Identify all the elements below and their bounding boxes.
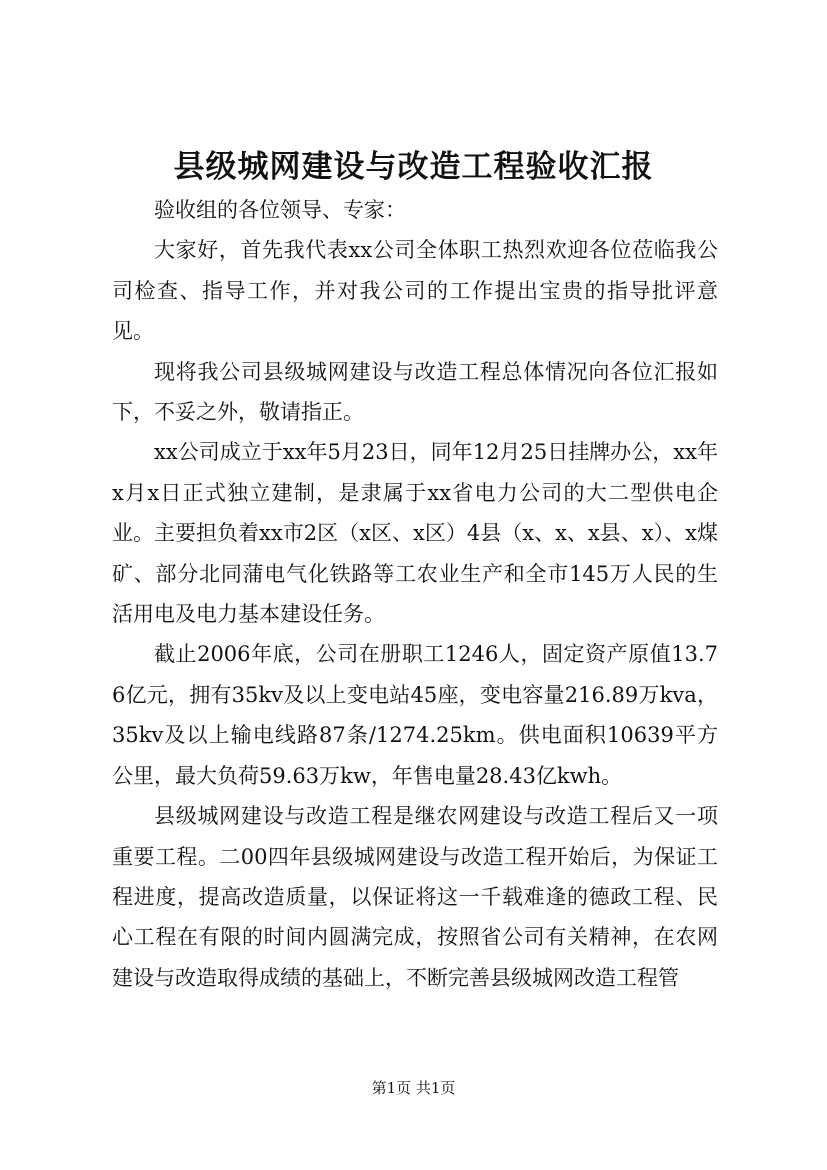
statistics-paragraph: 截止2006年底，公司在册职工1246人，固定资产原值13.76亿元，拥有35kv及以上变电站45座，变电容量216.89万kva，35kv及以上输电线路87条/1274.25km。供电面积10639平方公里，最大负荷59.63万kw，年售电量28.43亿kwh。: [112, 642, 718, 788]
page-footer: 第1页 共1页: [371, 1079, 456, 1097]
company-overview-paragraph: xx公司成立于xx年5月23日，同年12月25日挂牌办公，xx年x月x日正式独立建制，是隶属于xx省电力公司的大二型供电企业。主要担负着xx市2区（x区、x区）4县（x、x、x县、x）、x煤矿、部分北同蒲电气化铁路等工农业生产和全市145万人民的生活用电及电力基本建设任务。: [112, 440, 718, 627]
intro-paragraph: 现将我公司县级城网建设与改造工程总体情况向各位汇报如下，不妥之外，敬请指正。: [112, 359, 718, 425]
salutation-paragraph: 验收组的各位领导、专家：: [154, 198, 406, 222]
document-title: 县级城网建设与改造工程验收汇报: [173, 149, 654, 185]
document-body: [112, 190, 718, 998]
greeting-paragraph: 大家好，首先我代表xx公司全体职工热烈欢迎各位莅临我公司检查、指导工作，并对我公司的工作提出宝贵的指导批评意见。: [112, 238, 718, 344]
project-background-paragraph: 县级城网建设与改造工程是继农网建设与改造工程后又一项重要工程。二00四年县级城网建设与改造工程开始后，为保证工程进度，提高改造质量，以保证将这一千载难逢的德政工程、民心工程在有限的时间内圆满完成，按照省公司有关精神，在农网建设与改造取得成绩的基础上，不断完善县级城网改造工程管: [112, 804, 718, 990]
